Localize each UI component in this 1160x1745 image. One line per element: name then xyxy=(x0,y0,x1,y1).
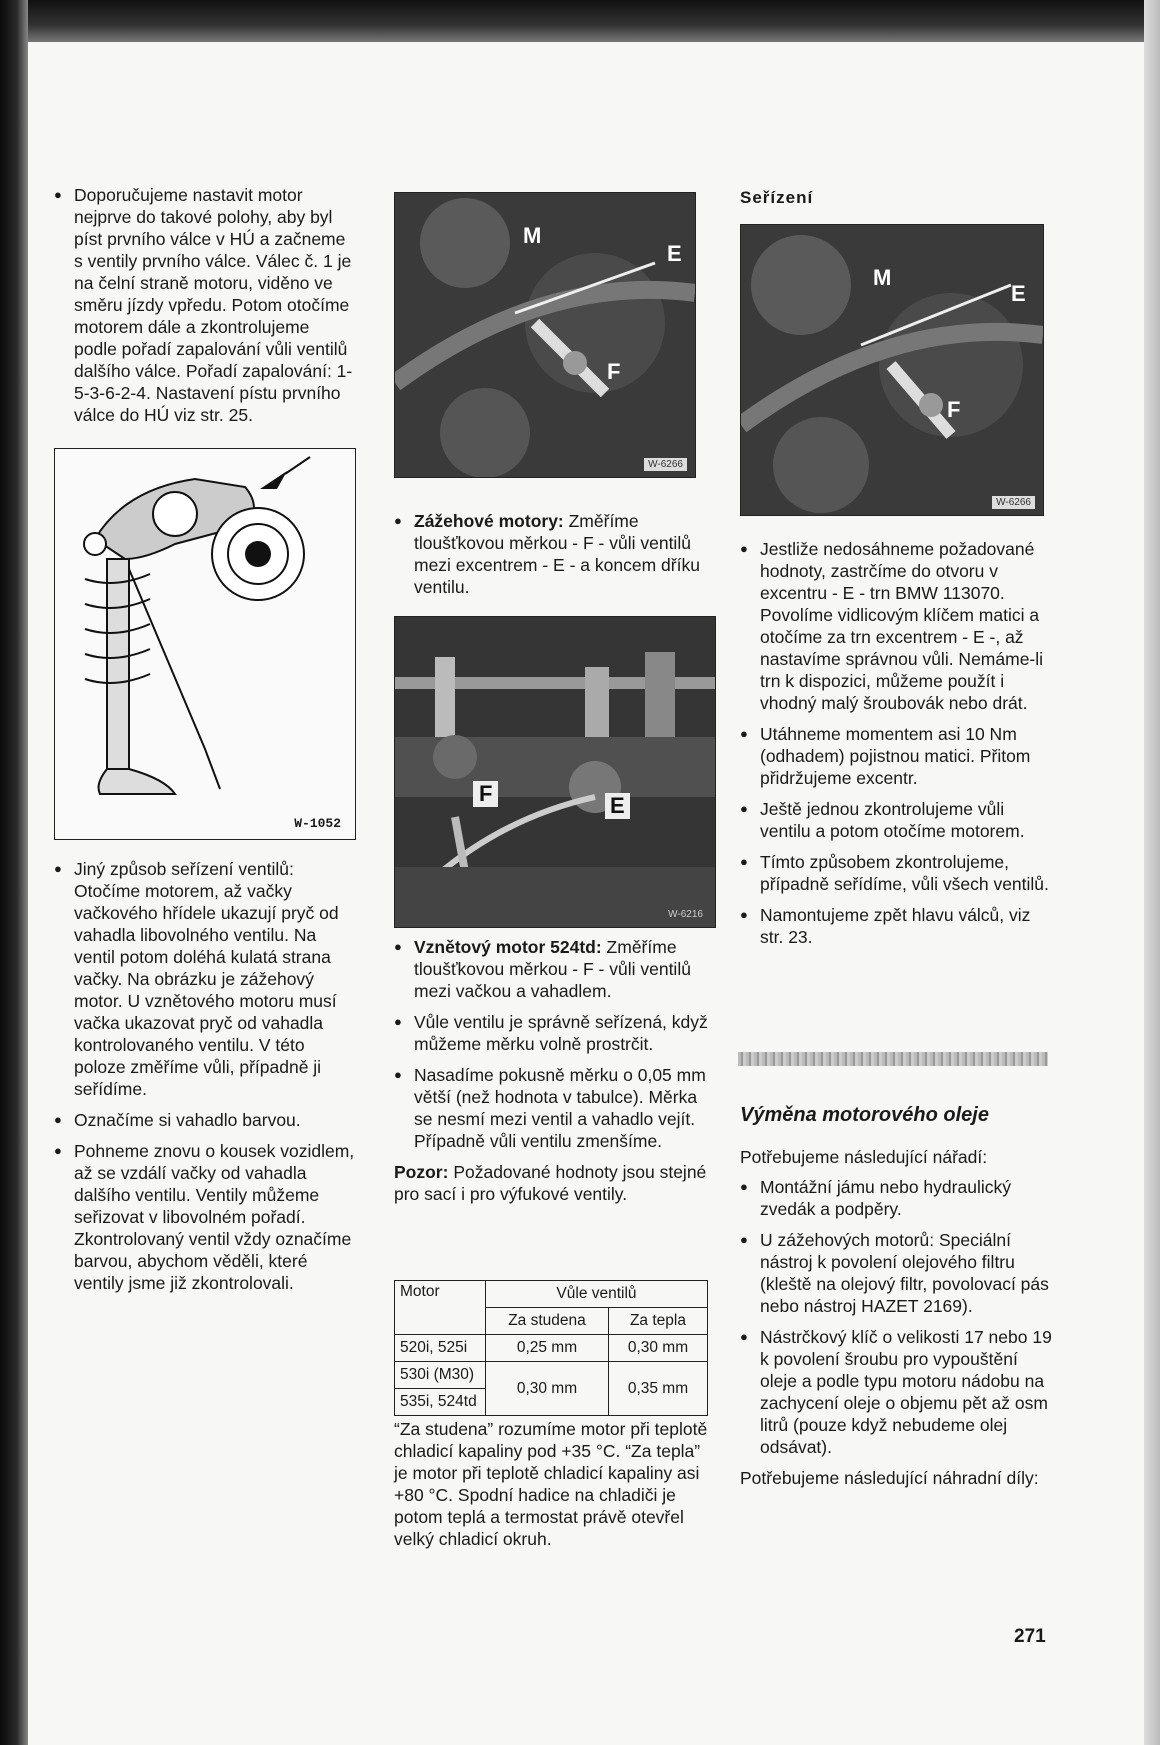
adjustment-heading: Seřízení xyxy=(740,188,814,207)
table-cell-motor: 535i, 524td xyxy=(395,1389,486,1416)
table-cell-motor: 520i, 525i xyxy=(395,1335,486,1362)
photo-eccentric-adjustment xyxy=(740,224,1044,516)
table-header-hot: Za tepla xyxy=(608,1308,707,1335)
table-header-cold: Za studena xyxy=(486,1308,609,1335)
left-column-top xyxy=(54,184,356,435)
label-f: F xyxy=(947,397,961,422)
reassemble-paragraph: ● Namontujeme zpět hlavu válců, viz str. 23. xyxy=(740,904,1054,948)
oil-change-heading: Výměna motorového oleje xyxy=(740,1104,989,1126)
page-edge-right xyxy=(1144,0,1160,1745)
table-cell-cold: 0,25 mm xyxy=(486,1335,609,1362)
middle-column-note xyxy=(394,1418,710,1558)
petrol-engine-term: Zážehové motory: xyxy=(414,511,564,531)
warning-term: Pozor: xyxy=(394,1162,449,1182)
petrol-engine-paragraph xyxy=(394,510,714,598)
section-divider xyxy=(738,1052,1048,1066)
warning-paragraph xyxy=(394,1161,714,1205)
left-column-bottom xyxy=(54,858,356,1303)
eccentric-paragraph: ● Jestliže nedosáhneme požadované hodnoty, zastrčíme do otvoru v excentru - E - trn BMW 113070. Povolíme vidlicovým klíčem matici a otočíme za trn excentrem - E -, až nastavíme správnou vůli. Nemáme-li trn k dispozici, můžeme použít i vhodný malý šroubovák nebo drát. xyxy=(740,538,1054,714)
correct-clearance-paragraph: ● Vůle ventilu je správně seřízená, když můžeme měrku volně prostrčit. xyxy=(394,1011,714,1055)
table-cell-motor: 530i (M30) xyxy=(395,1362,486,1389)
table-cell-cold: 0,30 mm xyxy=(486,1362,609,1416)
label-e: E xyxy=(605,793,630,819)
warning-text: Požadované hodnoty jsou stejné pro sací i pro výfukové ventily. xyxy=(394,1162,707,1204)
label-f: F xyxy=(607,359,621,384)
valve-diagram-figure xyxy=(54,448,356,840)
parts-intro: Potřebujeme následující náhradní díly: xyxy=(740,1468,1039,1488)
photo-valve-gap-diesel xyxy=(394,616,716,928)
right-column-top xyxy=(740,538,1054,957)
label-e: E xyxy=(667,241,682,266)
table-cell-hot: 0,35 mm xyxy=(608,1362,707,1416)
all-valves-paragraph: ● Tímto způsobem zkontrolujeme, případně seřídíme, vůli všech ventilů. xyxy=(740,851,1054,895)
label-m: M xyxy=(873,265,892,290)
page-number: 271 xyxy=(1014,1626,1046,1647)
page-shadow-top xyxy=(0,0,1160,42)
left-paragraph-3: ● Označíme si vahadlo barvou. xyxy=(54,1109,356,1131)
label-m: M xyxy=(523,223,542,248)
label-f: F xyxy=(473,781,498,807)
diesel-engine-text: Změříme tloušťkovou měrkou - F - vůli ventilů mezi vačkou a vahadlem. xyxy=(414,937,691,1001)
left-paragraph-4: ● Pohneme znovu o kousek vozidlem, až se vzdálí vačky od vahadla dalšího ventilu. Ventily můžeme seřizovat v libovolném pořadí. Zkontrolovaný ventil vždy označíme barvou, abychom věděli, které ventily jsme již zkontrolovali. xyxy=(54,1140,356,1294)
diesel-engine-term: Vznětový motor 524td: xyxy=(414,937,602,957)
photo-code: W-6216 xyxy=(668,909,703,920)
label-e: E xyxy=(1011,281,1026,306)
table-header-clearance: Vůle ventilů xyxy=(486,1281,708,1308)
photo-code: W-6266 xyxy=(992,496,1035,509)
tool-item: ● Montážní jámu nebo hydraulický zvedák a podpěry. xyxy=(740,1176,1054,1220)
tool-item: ● Nástrčkový klíč o velikosti 17 nebo 19 k povolení šroubu pro vypouštění oleje a podle typu motoru nádobu na zachycení oleje o objemu pět až osm litrů (pouze když nebudeme olej odsávat). xyxy=(740,1326,1054,1458)
table-header-motor: Motor xyxy=(395,1281,486,1335)
middle-column-bottom xyxy=(394,936,714,1213)
photo-valve-gap-petrol xyxy=(394,192,696,478)
diesel-engine-paragraph xyxy=(394,936,714,1002)
left-paragraph-2: ● Jiný způsob seřízení ventilů: Otočíme motorem, až vačky vačkového hřídele ukazují pryč od vahadla libovolného ventilu. Na ventil potom doléhá kulatá strana vačky. Na obrázku je zážehový motor. U vznětového motoru musí vačka ukazovat pryč od vahadla kontrolovaného ventilu. V této poloze změříme vůli, případně ji seřídíme. xyxy=(54,858,356,1100)
valve-clearance-table xyxy=(394,1280,708,1416)
figure-code: W-1052 xyxy=(294,816,341,831)
left-intro-paragraph: ● Doporučujeme nastavit motor nejprve do takové polohy, aby byl píst prvního válce v HÚ a začneme s ventily prvního válce. Válec č. 1 je na čelní straně motoru, viděno ve směru jízdy vpředu. Potom otočíme motorem dále a zkontrolujeme podle pořadí zapalování vůli ventilů dalšího válce. Pořadí zapalování: 1-5-3-6-2-4. Nastavení pístu prvního válce do HÚ viz str. 25. xyxy=(54,184,356,426)
recheck-paragraph: ● Ještě jednou zkontrolujeme vůli ventilu a potom otočíme motorem. xyxy=(740,798,1054,842)
feeler-test-paragraph: ● Nasadíme pokusně měrku o 0,05 mm větší (než hodnota v tabulce). Měrka se nesmí mezi ventil a vahadlo vejít. Případně vůli ventilu zmenšíme. xyxy=(394,1064,714,1152)
middle-column-top xyxy=(394,510,714,607)
petrol-engine-text: Změříme tloušťkovou měrkou - F - vůli ventilů mezi excentrem - E - a koncem dříku ventilu. xyxy=(414,511,700,597)
right-column-bottom xyxy=(740,1146,1054,1497)
table-cell-hot: 0,30 mm xyxy=(608,1335,707,1362)
page-shadow-left xyxy=(0,0,28,1745)
tools-intro: Potřebujeme následující nářadí: xyxy=(740,1147,988,1167)
photo-code: W-6266 xyxy=(644,458,687,471)
tool-item: ● U zážehových motorů: Speciální nástroj k povolení olejového filtru (kleště na olejový filtr, povolovací pás nebo nástroj HAZET 2169). xyxy=(740,1229,1054,1317)
valve-rocker-diagram xyxy=(55,449,355,839)
temperature-note: “Za studena” rozumíme motor při teplotě chladicí kapaliny pod +35 °C. “Za tepla” je motor při teplotě chladicí kapaliny asi +80 °C. Spodní hadice na chladiči je potom teplá a termostat právě otevřel velký chladicí okruh. xyxy=(394,1419,708,1549)
torque-paragraph: ● Utáhneme momentem asi 10 Nm (odhadem) pojistnou matici. Přitom přidržujeme excentr. xyxy=(740,723,1054,789)
